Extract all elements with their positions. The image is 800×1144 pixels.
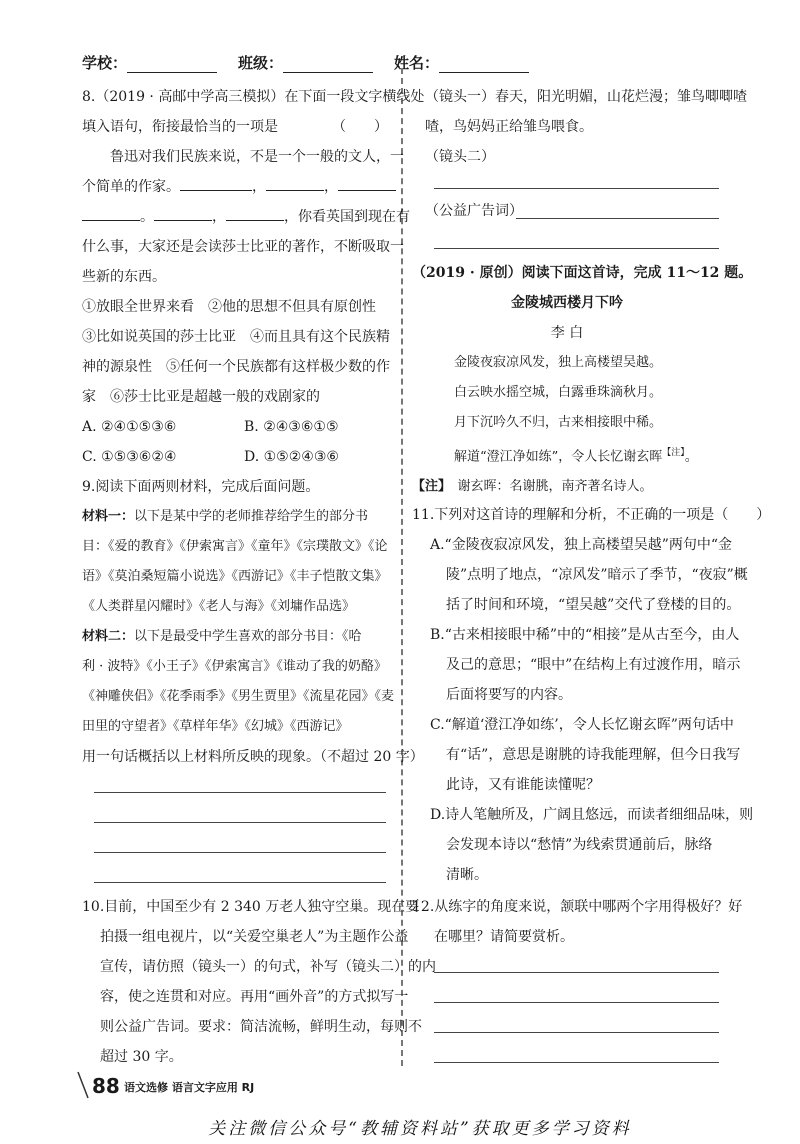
q11-option-c-2: 有“话”，意思是谢朓的诗我能理解，但今日我写 — [446, 747, 741, 763]
poem-note — [412, 472, 722, 502]
question-11 — [412, 500, 771, 890]
q9-ask: 用一句话概括以上材料所反映的现象。（不超过 20 字） — [82, 749, 424, 765]
q10-line4: 容，使之连贯和对应。再用“画外音”的方式拟写一 — [100, 989, 409, 1005]
q8-passage-2-text: 个简单的作家。 — [82, 179, 180, 195]
ad-label: （公益广告词） — [425, 203, 523, 219]
material-2-label: 材料二： — [82, 629, 135, 644]
q8-passage-5: 些新的东西。 — [82, 269, 166, 285]
q9-material-2-line2: 利 · 波特》《小王子》《伊索寓言》《谁动了我的奶酪》 — [82, 659, 387, 674]
q8-choice-d[interactable]: D. ①⑤②④③⑥ — [244, 449, 339, 465]
poem-line-1: 金陵夜寂凉风发，独上高楼望吴越。 — [454, 355, 663, 370]
poem-section — [412, 258, 753, 502]
q11-option-c-1[interactable]: C.“解道‘澄江净如练’，令人长忆谢玄晖”两句话中 — [430, 717, 734, 733]
q12-answer-line-3[interactable] — [434, 1032, 719, 1033]
q8-line1: 8.（2019 · 高邮中学高三模拟）在下面一段文字横线处 — [82, 89, 425, 105]
poem-note-mark: 【注】 — [662, 448, 685, 458]
blank-6[interactable] — [226, 206, 284, 221]
ad-label-row — [425, 196, 523, 226]
q8-options-4: 家 ⑥莎士比亚是超越一般的戏剧家的 — [82, 389, 320, 405]
q12-line2: 在哪里？请简要赏析。 — [434, 929, 574, 945]
q11-option-b-2: 及己的意思；“眼中”在结构上有过渡作用，暗示 — [446, 657, 741, 673]
q9-material-1-line2: 目：《爱的教育》《伊索寓言》《童年》《宗璞散文》《论 — [82, 539, 388, 554]
blank-2[interactable] — [266, 176, 324, 191]
shot1-line2: 喳，鸟妈妈正给雏鸟喂食。 — [425, 119, 593, 135]
material-1-label: 材料一： — [82, 509, 135, 524]
q11-option-a-3: 括了时间和环境，“望吴越”交代了登楼的目的。 — [446, 597, 741, 613]
header-class — [238, 52, 373, 73]
q9-material-2-line1 — [82, 622, 392, 652]
q9-material-2-line4: 田里的守望者》《草样年华》《幻城》《西游记》 — [82, 719, 349, 734]
material-1-text: 以下是某中学的老师推荐给学生的部分书 — [134, 509, 369, 524]
q11-option-d-3: 清晰。 — [446, 867, 488, 883]
name-label: 姓名： — [394, 54, 440, 72]
blank-3[interactable] — [338, 176, 396, 191]
q8-passage-3: 。 ， ，你看英国到现在有 — [82, 202, 392, 232]
q11-option-a-1[interactable]: A.“金陵夜寂凉风发，独上高楼望吴越”两句中“金 — [430, 537, 733, 553]
school-label: 学校： — [82, 54, 128, 72]
q8-passage-4: 什么事，大家还是会读莎士比亚的著作，不断吸取一 — [82, 239, 404, 255]
book-title: 语文选修 语言文字应用 RJ — [124, 1081, 255, 1094]
q10-line6: 超过 30 字。 — [100, 1049, 183, 1065]
class-label: 班级： — [238, 54, 284, 72]
footer-handwritten-note: 关注微信公众号“教辅资料站”获取更多学习资料 — [208, 1119, 632, 1139]
q11-stem: 11.下列对这首诗的理解和分析，不正确的一项是（ ） — [412, 507, 771, 523]
poem-line-4-text: 解道“澄江净如练”，令人长忆谢玄晖 — [454, 449, 663, 465]
q12-answer-line-4[interactable] — [434, 1062, 719, 1063]
poem-intro — [412, 258, 753, 288]
q11-option-c-3: 此诗，又有谁能读懂呢？ — [446, 777, 600, 793]
school-blank[interactable] — [127, 56, 217, 73]
q11-option-b-1[interactable]: B.“古来相接眼中稀”中的“相接”是从古至今，由人 — [430, 627, 740, 643]
shot2-label: （镜头二） — [425, 149, 495, 165]
q8-options-3: 神的源泉性 ⑤任何一个民族都有这样极少数的作 — [82, 359, 390, 375]
q9-title: 9.阅读下面两则材料，完成后面问题。 — [82, 479, 320, 495]
name-blank[interactable] — [439, 56, 529, 73]
q8-choice-b[interactable]: B. ②④③⑥①⑤ — [244, 419, 339, 435]
ad-answer-line-2[interactable] — [434, 248, 719, 249]
q8-answer-paren[interactable]: （ ） — [332, 119, 388, 135]
question-8 — [82, 82, 425, 472]
poem-line-4: 解道“澄江净如练”，令人长忆谢玄晖$^{【注】}$。 — [454, 448, 698, 465]
q10-line1: 10.目前，中国至少有 2 340 万老人独守空巢。现在要 — [82, 899, 420, 915]
q9-answer-line-1[interactable] — [94, 792, 386, 793]
material-2-text: 以下是最受中学生喜欢的部分书目：《哈 — [134, 629, 362, 644]
header-school — [82, 52, 217, 73]
question-10-shots — [425, 82, 747, 172]
q8-options-1: ①放眼全世界来看 ②他的思想不但具有原创性 — [82, 299, 376, 315]
page-number: 88 — [92, 1074, 120, 1098]
q9-material-2-line3: 《神雕侠侣》《花季雨季》《男生贾里》《流星花园》《麦 — [82, 689, 395, 704]
q11-option-d-2: 会发现本诗以“愁情”为线索贯通前后，脉络 — [446, 837, 713, 853]
q9-material-1-line4: 《人类群星闪耀时》《老人与海》《刘墉作品选》 — [82, 599, 356, 614]
question-12 — [412, 892, 743, 952]
q8-choice-row-1 — [82, 412, 392, 442]
q8-choice-c[interactable]: C. ①⑤③⑥②④ — [82, 449, 177, 465]
question-9 — [82, 472, 424, 772]
ad-answer-line-1[interactable] — [516, 218, 719, 219]
q9-answer-line-3[interactable] — [94, 852, 386, 853]
q8-options-2: ③比如说英国的莎士比亚 ④而且具有这个民族精 — [82, 329, 390, 345]
q11-option-a-2: 陵”点明了地点，“凉风发”暗示了季节，“夜寂”概 — [446, 567, 748, 583]
q8-passage-2: 个简单的作家。 ， ， — [82, 172, 392, 202]
q8-passage-1: 鲁迅对我们民族来说，不是一个一般的文人，一 — [110, 149, 404, 165]
note-text: 谢玄晖：名谢朓，南齐著名诗人。 — [457, 479, 653, 495]
blank-4[interactable] — [82, 206, 140, 221]
poem-author: 李 白 — [550, 325, 584, 341]
blank-5[interactable] — [154, 206, 212, 221]
q10-line2: 拍摄一组电视片，以“关爱空巢老人”为主题作公益 — [100, 929, 409, 945]
q12-line1: 12.从练字的角度来说，颔联中哪两个字用得极好？好 — [412, 899, 743, 915]
q10-line5: 则公益广告词。要求：简洁流畅，鲜明生动，每则不 — [100, 1019, 422, 1035]
q12-answer-line-1[interactable] — [434, 972, 719, 973]
q9-material-1-line3: 语》《莫泊桑短篇小说选》《西游记》《丰子恺散文集》 — [82, 569, 388, 584]
shot2-answer-line-1[interactable] — [434, 188, 719, 189]
page-corner-mark — [74, 1070, 94, 1100]
q8-choice-a[interactable]: A. ②④①⑤③⑥ — [82, 419, 177, 435]
header-name — [394, 52, 529, 73]
poem-line-3: 月下沉吟久不归，古来相接眼中稀。 — [454, 415, 663, 430]
q10-line3: 宣传，请仿照（镜头一）的句式，补写（镜头二）的内 — [100, 959, 436, 975]
q11-option-b-3: 后面将要写的内容。 — [446, 687, 572, 703]
q8-passage-3-text: ，你看英国到现在有 — [284, 209, 410, 225]
q8-line2 — [82, 112, 392, 142]
class-blank[interactable] — [283, 56, 373, 73]
q8-line2-text: 填入语句，衔接最恰当的一项是 — [82, 119, 278, 135]
q8-choice-row-2 — [82, 442, 392, 472]
q11-option-d-1[interactable]: D.诗人笔触所及，广阔且悠远，而读者细细品味，则 — [430, 807, 754, 823]
shot1-line1: （镜头一）春天，阳光明媚，山花烂漫；雏鸟唧唧喳 — [425, 89, 747, 105]
question-10 — [82, 892, 436, 1072]
poem-title: 金陵城西楼月下吟 — [511, 295, 623, 311]
q12-answer-line-2[interactable] — [434, 1002, 719, 1003]
poem-intro-text: （2019 · 原创）阅读下面这首诗，完成 11～12 题。 — [412, 265, 753, 281]
q9-answer-line-4[interactable] — [94, 882, 386, 883]
q9-material-1-line1 — [82, 502, 392, 532]
blank-1[interactable] — [180, 176, 252, 191]
poem-line-2: 白云映水摇空城，白露垂珠滴秋月。 — [454, 385, 663, 400]
note-label: 【注】 — [412, 479, 445, 495]
q9-answer-line-2[interactable] — [94, 822, 386, 823]
